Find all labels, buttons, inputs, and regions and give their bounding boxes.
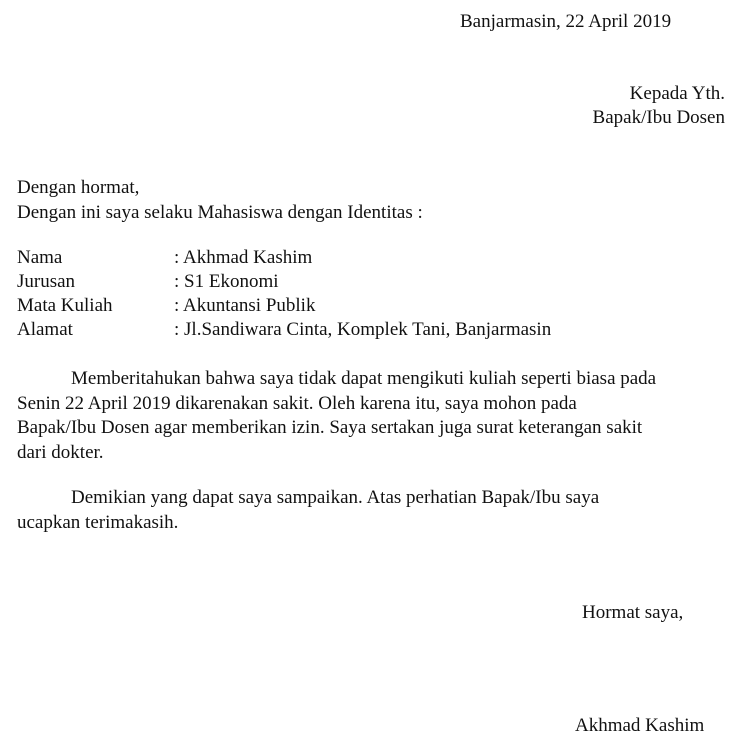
salutation: Dengan hormat,	[17, 177, 140, 198]
body-line-1: Memberitahukan bahwa saya tidak dapat mengikuti kuliah seperti biasa pada	[71, 368, 657, 389]
identity-label-mata-kuliah: Mata Kuliah	[17, 295, 113, 316]
identity-value-mata-kuliah: : Akuntansi Publik	[174, 295, 316, 316]
closing-greeting: Hormat saya,	[582, 602, 684, 623]
place-date: Banjarmasin, 22 April 2019	[460, 11, 672, 32]
identity-label-jurusan: Jurusan	[17, 271, 76, 292]
closing-line-2: ucapkan terimakasih.	[17, 512, 179, 533]
identity-label-alamat: Alamat	[17, 319, 73, 340]
intro-text: Dengan ini saya selaku Mahasiswa dengan Identitas :	[17, 202, 423, 223]
identity-label-nama: Nama	[17, 247, 63, 268]
body-line-4: dari dokter.	[17, 442, 104, 463]
recipient-line-1: Kepada Yth.	[629, 83, 725, 104]
closing-line-1: Demikian yang dapat saya sampaikan. Atas perhatian Bapak/Ibu saya	[71, 487, 600, 508]
identity-value-jurusan: : S1 Ekonomi	[174, 271, 279, 292]
body-line-3: Bapak/Ibu Dosen agar memberikan izin. Saya sertakan juga surat keterangan sakit	[17, 417, 643, 438]
body-line-2: Senin 22 April 2019 dikarenakan sakit. Oleh karena itu, saya mohon pada	[17, 393, 577, 414]
identity-value-nama: : Akhmad Kashim	[174, 247, 313, 268]
identity-value-alamat: : Jl.Sandiwara Cinta, Komplek Tani, Banjarmasin	[174, 319, 552, 340]
recipient-line-2: Bapak/Ibu Dosen	[592, 107, 725, 128]
signature-name: Akhmad Kashim	[575, 715, 705, 736]
